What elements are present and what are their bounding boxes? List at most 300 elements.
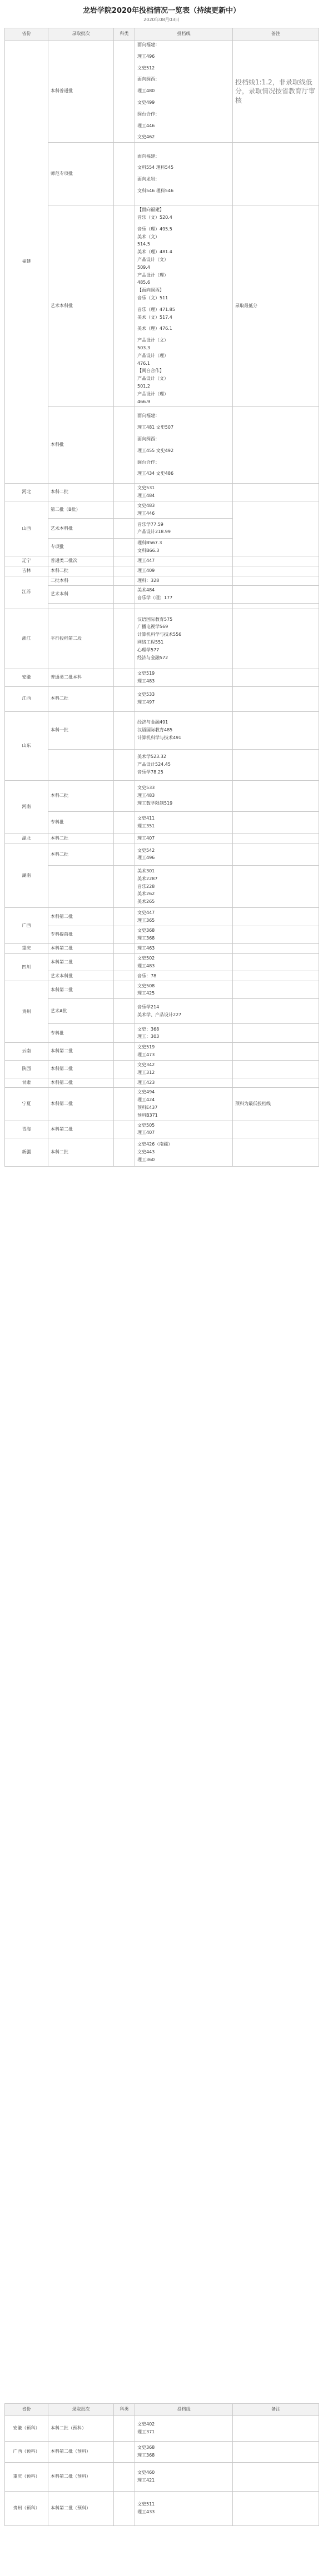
batch-cell: 本科第二批 (48, 981, 114, 999)
batch-cell: 本科二批 (48, 780, 114, 811)
score-cell (135, 576, 233, 586)
header-province: 省份 (5, 28, 48, 41)
score-line: 音乐：78 (137, 973, 157, 978)
kind-cell (114, 576, 135, 586)
table-row (5, 843, 319, 866)
note-cell (233, 843, 319, 866)
note-cell (233, 205, 319, 407)
score-cell (135, 1078, 233, 1088)
score-cell (135, 609, 233, 669)
province-cell: 湖北 (5, 833, 48, 843)
score-line: 面向福建： (137, 413, 160, 419)
note-cell (233, 609, 319, 669)
score-line: 理工423 (137, 1079, 155, 1085)
score-line: 理工446 (137, 123, 155, 128)
score-line (137, 73, 230, 75)
score-line: 【面向福建】 (137, 207, 164, 213)
table-row (5, 926, 319, 944)
kind-cell (114, 2416, 135, 2442)
header-kind: 科类 (114, 28, 135, 41)
score-line: 文史342 (137, 1062, 155, 1068)
table-row (5, 669, 319, 687)
score-line: 美术（理）476.1 (137, 326, 172, 332)
note-cell (233, 953, 319, 971)
province-cell: 福建 (5, 41, 48, 484)
score-line: 【面向闽西】 (137, 288, 164, 293)
score-line (137, 444, 230, 446)
score-line: 音乐学（理）177 (137, 595, 173, 601)
province-cell: 山东 (5, 711, 48, 780)
score-line: 经济与金融572 (137, 655, 168, 660)
score-line: 产品设计（理） (137, 391, 168, 396)
kind-cell (114, 981, 135, 999)
table-row (5, 205, 319, 407)
table-row (5, 1078, 319, 1088)
note-text: 预科为最低投档线 (235, 1101, 271, 1107)
header-score: 投档线 (135, 2404, 233, 2416)
table-row (5, 407, 319, 484)
score-line: 485.6 (137, 280, 150, 285)
province-cell: 贵州 (5, 981, 48, 1043)
province-cell: 湖南 (5, 843, 48, 908)
score-line: 理工312 (137, 1069, 155, 1075)
batch-cell: 本科第二批 (48, 1121, 114, 1138)
note-cell (233, 686, 319, 711)
score-cell (135, 556, 233, 566)
score-cell (135, 1088, 233, 1121)
score-line: 文史505 (137, 1122, 155, 1128)
score-line: 文史542 (137, 847, 155, 853)
batch-cell: 本科第二批（预科） (48, 2442, 114, 2463)
score-cell (135, 866, 233, 908)
score-line: 476.1 (137, 360, 150, 366)
score-line: 产品设计（文） (137, 376, 168, 381)
kind-cell (114, 953, 135, 971)
note-cell (233, 908, 319, 926)
batch-cell: 本科第二批 (48, 953, 114, 971)
score-line: 理工483 (137, 678, 155, 684)
table-row (5, 2492, 319, 2526)
score-line: 理工407 (137, 835, 155, 841)
batch-cell: 二批本科 (48, 576, 114, 586)
table-row (5, 1061, 319, 1078)
note-cell (233, 999, 319, 1024)
score-cell (135, 843, 233, 866)
score-line: 经济与金融491 (137, 719, 168, 725)
table-row (5, 833, 319, 843)
score-line (137, 84, 230, 87)
score-line: 理工483 (137, 963, 155, 968)
score-cell (135, 971, 233, 981)
admission-table (4, 28, 319, 1167)
score-cell (135, 407, 233, 484)
province-cell: 重庆（预科） (5, 2463, 48, 2492)
header-batch: 录取批次 (48, 2404, 114, 2416)
table-row (5, 1088, 319, 1121)
province-cell: 重庆 (5, 944, 48, 954)
score-line: 文史443 (137, 1149, 155, 1154)
score-line: 面向龙岩： (137, 177, 160, 182)
table-row (5, 711, 319, 749)
batch-cell: 本科批 (48, 407, 114, 484)
note-cell (233, 1088, 319, 1121)
score-line: 文史499 (137, 99, 155, 105)
score-cell (135, 2463, 233, 2492)
score-line: 理工463 (137, 946, 155, 951)
batch-cell: 艺术本科批 (48, 971, 114, 981)
kind-cell (114, 586, 135, 604)
score-line: 514.5 (137, 242, 150, 247)
score-line: 503.3 (137, 345, 150, 350)
score-cell (135, 944, 233, 954)
table-row (5, 1121, 319, 1138)
score-line: 理工433 (137, 2509, 155, 2514)
kind-cell (114, 999, 135, 1024)
score-cell (135, 999, 233, 1024)
batch-cell: 专科批 (48, 811, 114, 833)
score-line: 美术265 (137, 899, 155, 905)
kind-cell (114, 2463, 135, 2492)
note-cell (233, 2442, 319, 2463)
score-line: 文史508 (137, 983, 155, 988)
score-line: 理工407 (137, 1130, 155, 1136)
score-cell (135, 41, 233, 143)
score-line: 美术301 (137, 868, 155, 873)
note-cell (233, 780, 319, 811)
header-note: 备注 (233, 2404, 319, 2416)
score-line: 美术（文） (137, 234, 160, 239)
score-line: 466.9 (137, 399, 150, 404)
table-row (5, 143, 319, 205)
kind-cell (114, 609, 135, 669)
score-cell (135, 2416, 233, 2442)
score-line (137, 130, 230, 133)
score-line: 理工447 (137, 558, 155, 564)
score-cell (135, 981, 233, 999)
batch-cell: 专科批 (48, 1024, 114, 1043)
batch-cell: 本科第二批（预科） (48, 2463, 114, 2492)
province-cell: 甘肃 (5, 1078, 48, 1088)
score-cell (135, 484, 233, 501)
batch-cell: 本科二批 (48, 843, 114, 866)
score-line: 产品设计（文） (137, 257, 168, 262)
kind-cell (114, 41, 135, 143)
note-cell (233, 604, 319, 609)
batch-cell: 艺术本科批 (48, 205, 114, 407)
kind-cell (114, 866, 135, 908)
score-line: 理科：328 (137, 578, 160, 583)
score-line: 广播电视学569 (137, 624, 168, 630)
score-line (137, 161, 230, 163)
score-cell (135, 2442, 233, 2463)
score-line: 【闽台合作】 (137, 368, 164, 374)
note-cell (233, 556, 319, 566)
province-cell: 云南 (5, 1043, 48, 1061)
score-line (137, 303, 230, 305)
score-line: 产品设计524.45 (137, 761, 171, 767)
note-cell (233, 1138, 319, 1167)
header-score: 投档线 (135, 28, 233, 41)
score-line: 美术262 (137, 891, 155, 897)
table-row (5, 2416, 319, 2442)
note-cell (233, 1024, 319, 1043)
batch-cell: 本科第二批 (48, 1088, 114, 1121)
page-title: 龙岩学院2020年投档情况一览表（持续更新中） (82, 7, 241, 15)
score-cell (135, 1061, 233, 1078)
score-cell (135, 908, 233, 926)
batch-cell: 普通类二批本科 (48, 669, 114, 687)
score-cell (135, 519, 233, 539)
score-line: 理工434 文史486 (137, 471, 174, 476)
score-line (137, 421, 230, 423)
province-cell: 江苏 (5, 576, 48, 609)
batch-cell: 本科一批 (48, 711, 114, 749)
score-cell (135, 143, 233, 205)
note-cell (233, 586, 319, 604)
province-cell: 宁夏 (5, 1088, 48, 1121)
note-cell (233, 711, 319, 749)
kind-cell (114, 843, 135, 866)
score-line: 理工455 文史492 (137, 448, 174, 453)
table-row (5, 780, 319, 811)
score-line: 面向福建： (137, 153, 160, 159)
scoring-note: 投档线1:1.2，非录取线低分，录取情况按省教育厅审核 (235, 78, 316, 104)
score-line: 产品设计218.99 (137, 529, 171, 535)
score-line: 理工371 (137, 2429, 155, 2434)
score-line: 美术学523.32 (137, 754, 166, 759)
score-line: 美术484 (137, 587, 155, 593)
kind-cell (114, 1043, 135, 1061)
score-line: 理工368 (137, 2453, 155, 2458)
table-row (5, 686, 319, 711)
kind-cell (114, 780, 135, 811)
kind-cell (114, 1121, 135, 1138)
batch-cell: 艺术本科 (48, 586, 114, 604)
score-line: 文科546 理科546 (137, 188, 174, 193)
note-cell (233, 944, 319, 954)
score-line (137, 96, 230, 98)
score-line: 计算机科学与技术556 (137, 632, 182, 637)
score-cell (135, 953, 233, 971)
province-cell: 四川 (5, 953, 48, 981)
province-cell: 贵州（预科） (5, 2492, 48, 2526)
batch-cell: 本科第二批 (48, 944, 114, 954)
score-line: 心理学577 (137, 647, 160, 652)
score-line: 文史462 (137, 134, 155, 140)
batch-cell: 本科二批 (48, 1138, 114, 1167)
province-cell: 山西 (5, 501, 48, 556)
batch-cell: 艺术A批 (48, 999, 114, 1024)
score-line: 文史：368 (137, 1026, 160, 1032)
score-line (137, 456, 230, 458)
score-line: 闽台合作： (137, 111, 160, 117)
table-row (5, 604, 319, 609)
province-cell: 安徽 (5, 669, 48, 687)
score-line: 理工480 (137, 88, 155, 94)
score-line: 文史533 (137, 785, 155, 790)
score-cell (135, 711, 233, 749)
kind-cell (114, 407, 135, 484)
table-row (5, 556, 319, 566)
kind-cell (114, 519, 135, 539)
score-cell (135, 926, 233, 944)
table-row (5, 2442, 319, 2463)
batch-cell: 本科第二批 (48, 908, 114, 926)
note-cell (233, 407, 319, 484)
province-cell: 辽宁 (5, 556, 48, 566)
score-line: 理工425 (137, 991, 155, 996)
table-row (5, 566, 319, 576)
score-cell (135, 586, 233, 604)
kind-cell (114, 501, 135, 519)
score-line (137, 433, 230, 435)
score-line (137, 467, 230, 469)
score-line: 美术（理）481.4 (137, 249, 172, 255)
kind-cell (114, 566, 135, 576)
score-line: 理工351 (137, 823, 155, 828)
score-line: 文史402 (137, 2422, 155, 2427)
table-row (5, 981, 319, 999)
score-line: 闽台合作： (137, 459, 160, 465)
kind-cell (114, 1088, 135, 1121)
score-cell (135, 833, 233, 843)
note-cell (233, 576, 319, 586)
table-row (5, 944, 319, 954)
score-line: 产品设计（理） (137, 353, 168, 358)
score-line: 预科B371 (137, 1112, 158, 1118)
batch-cell: 本科二批 (48, 686, 114, 711)
score-line: 理工409 (137, 568, 155, 573)
score-line (137, 62, 230, 64)
score-line: 文史533 (137, 692, 155, 697)
kind-cell (114, 971, 135, 981)
batch-cell (48, 749, 114, 780)
score-line: 网络工程551 (137, 640, 164, 645)
batch-cell (48, 604, 114, 609)
score-line: 预科E437 (137, 1105, 158, 1111)
kind-cell (114, 749, 135, 780)
score-line: 509.4 (137, 264, 150, 270)
note-cell (233, 749, 319, 780)
score-line: 文科B66.3 (137, 548, 160, 554)
score-line: 理工数学限制519 (137, 800, 173, 806)
note-cell (233, 2492, 319, 2526)
score-line: 美术2287 (137, 876, 158, 881)
province-cell: 河南 (5, 780, 48, 833)
header-province: 省份 (5, 2404, 48, 2416)
score-line: 理工496 (137, 855, 155, 861)
province-cell: 吉林 (5, 566, 48, 576)
preparatory-table-body (5, 2416, 319, 2526)
score-cell (135, 1121, 233, 1138)
kind-cell (114, 833, 135, 843)
score-line: 理工365 (137, 917, 155, 923)
score-line: 音乐（文）520.4 (137, 214, 172, 220)
score-line: 理工483 (137, 792, 155, 798)
batch-cell: 本科普通批 (48, 41, 114, 143)
header-batch: 录取批次 (48, 28, 114, 41)
province-cell: 安徽（预科） (5, 2416, 48, 2442)
score-cell (135, 669, 233, 687)
kind-cell (114, 711, 135, 749)
note-cell (233, 866, 319, 908)
note-cell (233, 1078, 319, 1088)
admission-table-body (5, 41, 319, 1167)
score-line: 文史483 (137, 503, 155, 508)
score-line: 501.2 (137, 383, 150, 389)
score-line: 文史411 (137, 815, 155, 821)
kind-cell (114, 1138, 135, 1167)
score-line: 音乐228 (137, 883, 155, 889)
page-date: 2020年08月03日 (143, 17, 180, 22)
province-cell: 青海 (5, 1121, 48, 1138)
table-row (5, 484, 319, 501)
score-cell (135, 811, 233, 833)
table-header-row (5, 28, 319, 41)
score-line: 计算机科学与技术491 (137, 735, 182, 740)
kind-cell (114, 1078, 135, 1088)
province-cell: 江西 (5, 686, 48, 711)
score-line: 文史460 (137, 2470, 155, 2475)
score-line: 产品设计（理） (137, 272, 168, 278)
batch-cell: 平行投档第二段 (48, 609, 114, 669)
score-line: 理工：303 (137, 1034, 160, 1040)
score-cell (135, 566, 233, 576)
score-line: 理工484 (137, 493, 155, 499)
score-line: 理科B567.3 (137, 540, 162, 546)
batch-cell (48, 866, 114, 908)
table-row (5, 749, 319, 780)
score-line: 面向闽西： (137, 77, 160, 82)
table-row (5, 1138, 319, 1167)
score-cell (135, 1043, 233, 1061)
batch-cell: 普通类二批次 (48, 556, 114, 566)
score-line: 美术学、产品设计227 (137, 1012, 182, 1017)
note-cell (233, 2416, 319, 2442)
kind-cell (114, 686, 135, 711)
score-line (137, 334, 230, 336)
score-line: 理工497 (137, 700, 155, 705)
note-cell (233, 501, 319, 556)
score-line: 音乐（文）511 (137, 295, 168, 300)
table-row (5, 866, 319, 908)
batch-cell: 艺术本科批 (48, 519, 114, 539)
score-line: 产品设计（文） (137, 338, 168, 343)
score-line (137, 119, 230, 122)
kind-cell (114, 944, 135, 954)
batch-cell: 本科第二批 (48, 1061, 114, 1078)
note-cell (233, 981, 319, 999)
score-cell (135, 749, 233, 780)
note-cell (233, 1043, 319, 1061)
kind-cell (114, 669, 135, 687)
score-line: 文史531 (137, 485, 155, 491)
score-line (137, 223, 230, 225)
score-line: 文史368 (137, 928, 155, 933)
score-cell (135, 604, 233, 609)
score-line: 音乐学77.59 (137, 521, 163, 527)
kind-cell (114, 1024, 135, 1043)
table-row (5, 586, 319, 604)
score-cell (135, 780, 233, 811)
table-row (5, 908, 319, 926)
score-line: 理工360 (137, 1157, 155, 1162)
score-line: 文科554 理科545 (137, 165, 174, 170)
table-row (5, 811, 319, 833)
score-line: 理工481 文史507 (137, 425, 174, 430)
header-kind: 科类 (114, 2404, 135, 2416)
kind-cell (114, 926, 135, 944)
